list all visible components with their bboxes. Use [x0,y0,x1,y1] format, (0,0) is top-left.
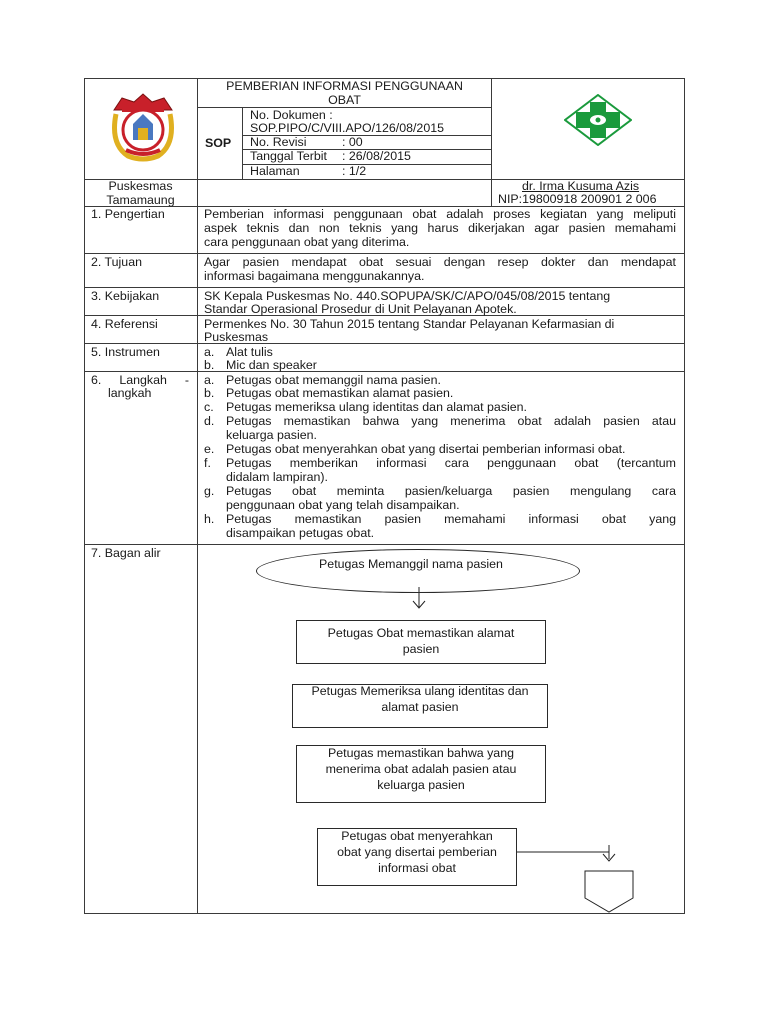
flow-step-3-text: Petugas Memeriksa ulang identitas dan alamat pasien [311,684,529,714]
langkah-item-h-line-1: Petugas memastikan pasien memahami informasi obat yang [226,512,676,526]
langkah-label-line-1: 6. Langkah - [91,373,189,387]
instrumen-item-a: Alat tulis [226,345,273,359]
no-dokumen-label: No. Dokumen : [250,108,333,122]
off-page-connector [584,870,636,914]
langkah-marker-h: h. [204,512,215,526]
langkah-marker-e: e. [204,442,215,456]
instrumen-item-b: Mic dan speaker [226,358,317,372]
langkah-item-f-line-2: didalam lampiran). [226,470,328,484]
instrumen-label: 5. Instrumen [91,345,160,359]
signatory-nip: NIP:19800918 200901 2 006 [498,192,657,206]
kebijakan-line-2: Standar Operasional Prosedur di Unit Pelayanan Apotek. [204,302,517,316]
langkah-item-d-line-1: Petugas memastikan bahwa yang menerima obat adalah pasien atau [226,414,676,428]
flow-step-2-text: Petugas Obat memastikan alamat pasien [327,626,515,656]
langkah-item-f-line-1: Petugas memberikan informasi cara penggunaan obat (tercantum [226,456,676,470]
bagan-alir-label: 7. Bagan alir [91,546,161,560]
kebijakan-label: 3. Kebijakan [91,289,160,303]
puskesmas-logo [564,94,632,146]
tanggal-terbit-label: Tanggal Terbit [250,149,327,163]
langkah-item-b: Petugas obat memastikan alamat pasien. [226,386,454,400]
document-title: PEMBERIAN INFORMASI PENGGUNAAN OBAT [226,79,463,107]
langkah-marker-b: b. [204,386,215,400]
flow-step-5-text: Petugas obat menyerahkan obat yang disertai pemberian informasi obat [337,829,497,875]
langkah-item-g-line-1: Petugas obat meminta pasien/keluarga pasien mengulang cara [226,484,676,498]
tanggal-terbit-value: : 26/08/2015 [342,149,411,163]
sop-label: SOP [205,136,232,150]
referensi-label: 4. Referensi [91,317,158,331]
referensi-line-2: Puskesmas [204,330,269,344]
instrumen-marker-a: a. [204,345,215,359]
langkah-marker-g: g. [204,484,215,498]
no-revisi-label: No. Revisi [250,135,307,149]
tujuan-line-2: informasi bagaimana menggunakannya. [204,269,425,283]
pengertian-line-1: Pemberian informasi penggunaan obat adalah proses kegiatan yang meliputi [204,207,676,221]
langkah-item-g-line-2: penggunaan obat yang telah disampaikan. [226,498,460,512]
no-revisi-value: : 00 [342,135,363,149]
langkah-item-a: Petugas obat memanggil nama pasien. [226,373,441,387]
halaman-value: : 1/2 [342,164,367,178]
signatory-name: dr. Irma Kusuma Azis [522,179,640,193]
pengertian-label: 1. Pengertian [91,207,165,221]
flow-step-1-text: Petugas Memanggil nama pasien [319,557,503,571]
langkah-marker-a: a. [204,373,215,387]
langkah-item-c: Petugas memeriksa ulang identitas dan alamat pasien. [226,400,527,414]
pengertian-line-2: aspek teknis dan non teknis yang harus dikerjakan agar pasien memahami [204,221,676,235]
langkah-marker-f: f. [204,456,211,470]
kebijakan-line-1: SK Kepala Puskesmas No. 440.SOPUPA/SK/C/APO/045/08/2015 tentang [204,289,611,303]
halaman-label: Halaman [250,164,300,178]
langkah-item-d-line-2: keluarga pasien. [226,428,317,442]
no-dokumen-value: SOP.PIPO/C/VIII.APO/126/08/2015 [250,121,445,135]
tujuan-line-1: Agar pasien mendapat obat sesuai dengan resep dokter dan mendapat [204,255,676,269]
instrumen-marker-b: b. [204,358,215,372]
langkah-item-e: Petugas obat menyerahkan obat yang disertai pemberian informasi obat. [226,442,626,456]
flow-step-4-text: Petugas memastikan bahwa yang menerima obat adalah pasien atau keluarga pasien [325,746,517,792]
langkah-item-h-line-2: disampaikan petugas obat. [226,526,375,540]
pengertian-line-3: cara penggunaan obat yang diterima. [204,235,410,249]
langkah-marker-d: d. [204,414,215,428]
langkah-marker-c: c. [204,400,214,414]
referensi-line-1: Permenkes No. 30 Tahun 2015 tentang Standar Pelayanan Kefarmasian di [204,317,615,331]
organization-name: Puskesmas Tamamaung [106,179,175,207]
tujuan-label: 2. Tujuan [91,255,142,269]
langkah-label-line-2: langkah [108,386,152,400]
city-emblem-logo [108,84,178,164]
